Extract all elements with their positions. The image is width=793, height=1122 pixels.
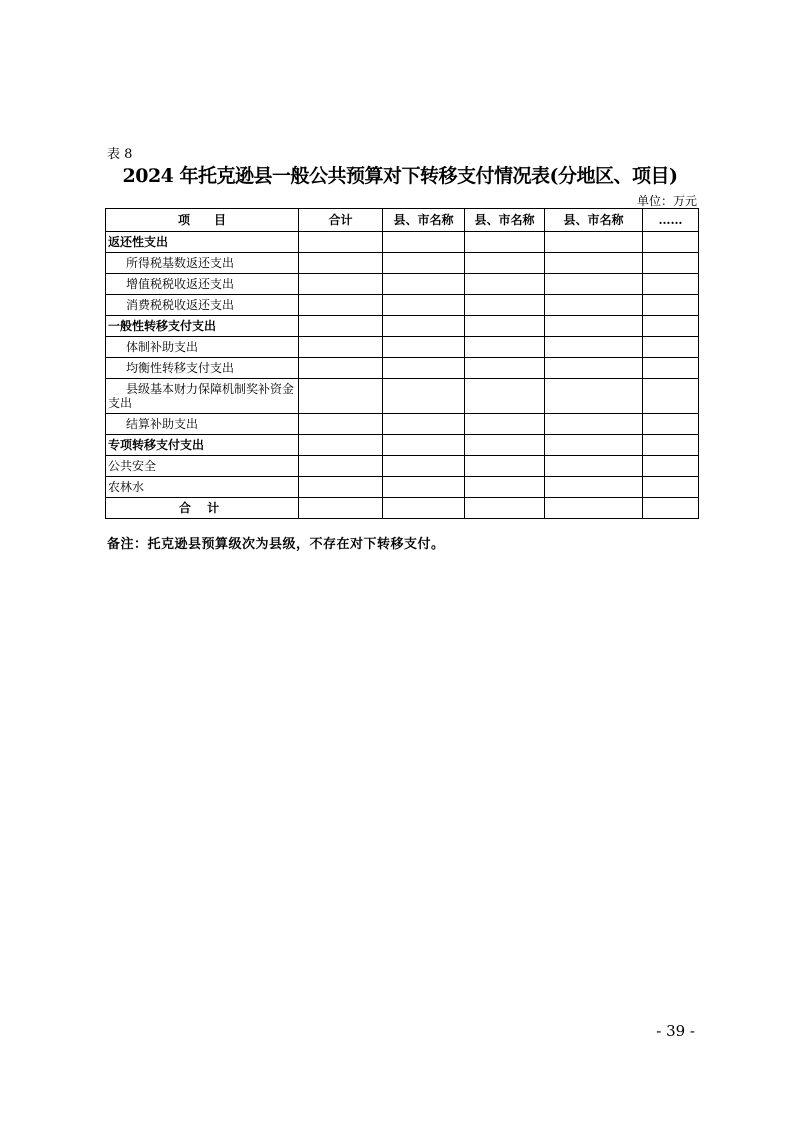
table-row bbox=[106, 337, 699, 358]
footnote: 备注：托克逊县预算级次为县级，不存在对下转移支付。 bbox=[107, 537, 445, 552]
value-cell bbox=[465, 295, 545, 316]
value-cell bbox=[299, 274, 383, 295]
table-row bbox=[106, 435, 699, 456]
total-value-cell bbox=[643, 498, 699, 519]
row-label: 返还性支出 bbox=[106, 232, 299, 253]
table-row bbox=[106, 477, 699, 498]
value-cell bbox=[299, 295, 383, 316]
value-cell bbox=[643, 477, 699, 498]
value-cell bbox=[643, 456, 699, 477]
value-cell bbox=[465, 456, 545, 477]
row-label: 均衡性转移支付支出 bbox=[106, 358, 299, 379]
table-row bbox=[106, 414, 699, 435]
header-county-2: 县、市名称 bbox=[465, 209, 545, 232]
value-cell bbox=[545, 232, 643, 253]
value-cell bbox=[465, 414, 545, 435]
value-cell bbox=[465, 316, 545, 337]
value-cell bbox=[383, 477, 465, 498]
value-cell bbox=[465, 253, 545, 274]
value-cell bbox=[545, 435, 643, 456]
value-cell bbox=[545, 274, 643, 295]
value-cell bbox=[465, 274, 545, 295]
row-label: 所得税基数返还支出 bbox=[106, 253, 299, 274]
table-row bbox=[106, 253, 699, 274]
table-row bbox=[106, 232, 699, 253]
value-cell bbox=[545, 414, 643, 435]
value-cell bbox=[545, 477, 643, 498]
table-row bbox=[106, 358, 699, 379]
value-cell bbox=[383, 337, 465, 358]
value-cell bbox=[545, 337, 643, 358]
value-cell bbox=[545, 253, 643, 274]
table-row bbox=[106, 316, 699, 337]
table-row bbox=[106, 274, 699, 295]
value-cell bbox=[643, 379, 699, 414]
header-county-1: 县、市名称 bbox=[383, 209, 465, 232]
value-cell bbox=[545, 358, 643, 379]
value-cell bbox=[465, 232, 545, 253]
row-label: 结算补助支出 bbox=[106, 414, 299, 435]
value-cell bbox=[383, 435, 465, 456]
value-cell bbox=[299, 414, 383, 435]
table-header-row bbox=[106, 209, 699, 232]
value-cell bbox=[643, 274, 699, 295]
total-value-cell bbox=[465, 498, 545, 519]
row-label: 一般性转移支付支出 bbox=[106, 316, 299, 337]
value-cell bbox=[545, 316, 643, 337]
value-cell bbox=[643, 435, 699, 456]
header-ellipsis: …… bbox=[643, 209, 699, 232]
value-cell bbox=[465, 379, 545, 414]
value-cell bbox=[299, 358, 383, 379]
row-label: 消费税税收返还支出 bbox=[106, 295, 299, 316]
total-row bbox=[106, 498, 699, 519]
header-total: 合计 bbox=[299, 209, 383, 232]
table-row bbox=[106, 295, 699, 316]
value-cell bbox=[643, 337, 699, 358]
value-cell bbox=[383, 232, 465, 253]
value-cell bbox=[299, 379, 383, 414]
row-label: 增值税税收返还支出 bbox=[106, 274, 299, 295]
transfer-payment-table bbox=[105, 208, 699, 519]
value-cell bbox=[299, 232, 383, 253]
value-cell bbox=[383, 358, 465, 379]
value-cell bbox=[383, 274, 465, 295]
value-cell bbox=[643, 295, 699, 316]
total-value-cell bbox=[545, 498, 643, 519]
table-row bbox=[106, 456, 699, 477]
value-cell bbox=[465, 477, 545, 498]
value-cell bbox=[643, 253, 699, 274]
table-number: 表 8 bbox=[107, 147, 133, 162]
value-cell bbox=[383, 295, 465, 316]
value-cell bbox=[299, 253, 383, 274]
value-cell bbox=[545, 456, 643, 477]
unit-label: 单位：万元 bbox=[636, 194, 697, 208]
value-cell bbox=[545, 379, 643, 414]
total-label: 合 计 bbox=[106, 498, 299, 519]
value-cell bbox=[465, 337, 545, 358]
value-cell bbox=[643, 414, 699, 435]
value-cell bbox=[383, 456, 465, 477]
row-label: 县级基本财力保障机制奖补资金支出 bbox=[106, 379, 299, 414]
total-value-cell bbox=[383, 498, 465, 519]
value-cell bbox=[545, 295, 643, 316]
value-cell bbox=[383, 379, 465, 414]
row-label: 体制补助支出 bbox=[106, 337, 299, 358]
value-cell bbox=[383, 414, 465, 435]
page-number: - 39 - bbox=[656, 1022, 695, 1040]
table-row bbox=[106, 379, 699, 414]
header-county-3: 县、市名称 bbox=[545, 209, 643, 232]
header-item: 项 目 bbox=[106, 209, 299, 232]
value-cell bbox=[299, 337, 383, 358]
value-cell bbox=[299, 456, 383, 477]
value-cell bbox=[643, 316, 699, 337]
value-cell bbox=[299, 316, 383, 337]
row-label: 公共安全 bbox=[106, 456, 299, 477]
value-cell bbox=[383, 253, 465, 274]
value-cell bbox=[465, 435, 545, 456]
value-cell bbox=[299, 435, 383, 456]
value-cell bbox=[299, 477, 383, 498]
value-cell bbox=[643, 232, 699, 253]
row-label: 农林水 bbox=[106, 477, 299, 498]
value-cell bbox=[383, 316, 465, 337]
value-cell bbox=[643, 358, 699, 379]
total-value-cell bbox=[299, 498, 383, 519]
value-cell bbox=[465, 358, 545, 379]
row-label: 专项转移支付支出 bbox=[106, 435, 299, 456]
table-title: 2024 年托克逊县一般公共预算对下转移支付情况表(分地区、项目) bbox=[122, 165, 678, 187]
